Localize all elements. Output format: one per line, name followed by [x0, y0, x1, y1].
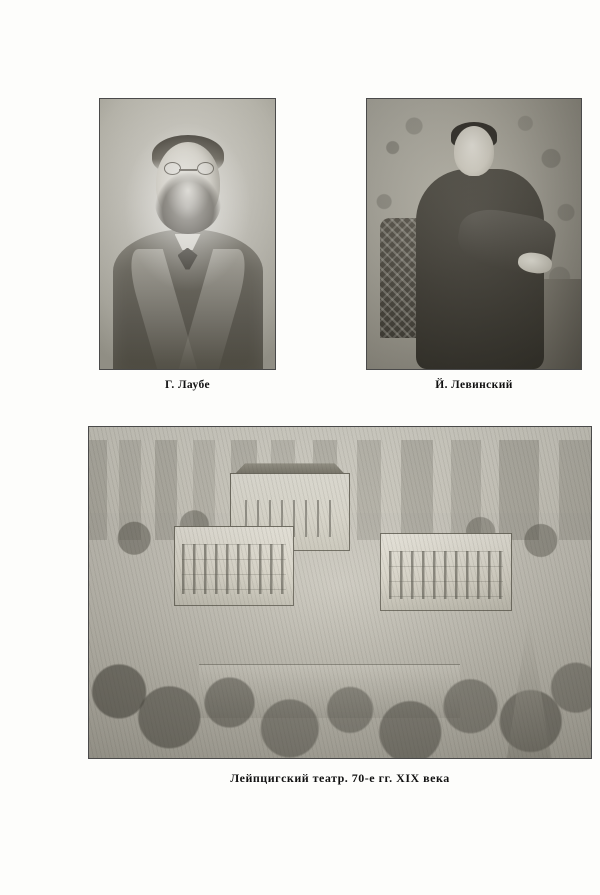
figure-caption-levinsky: Й. Левинский	[435, 379, 513, 391]
figure-caption-theatre: Лейпцигский театр. 70-е гг. XIX века	[230, 771, 450, 785]
figure-levinsky-portrait	[366, 98, 582, 391]
figure-image-theatre	[88, 426, 592, 759]
figure-leipzig-theatre	[88, 426, 592, 786]
figure-image-laube	[99, 98, 276, 370]
figure-laube-portrait	[99, 98, 276, 391]
figure-row-top	[0, 82, 600, 391]
engraving-vignette	[89, 427, 591, 758]
photo-vignette	[367, 99, 581, 369]
figure-caption-laube: Г. Лаубе	[164, 379, 210, 391]
portrait-vignette	[100, 99, 275, 369]
figure-image-levinsky	[366, 98, 582, 370]
